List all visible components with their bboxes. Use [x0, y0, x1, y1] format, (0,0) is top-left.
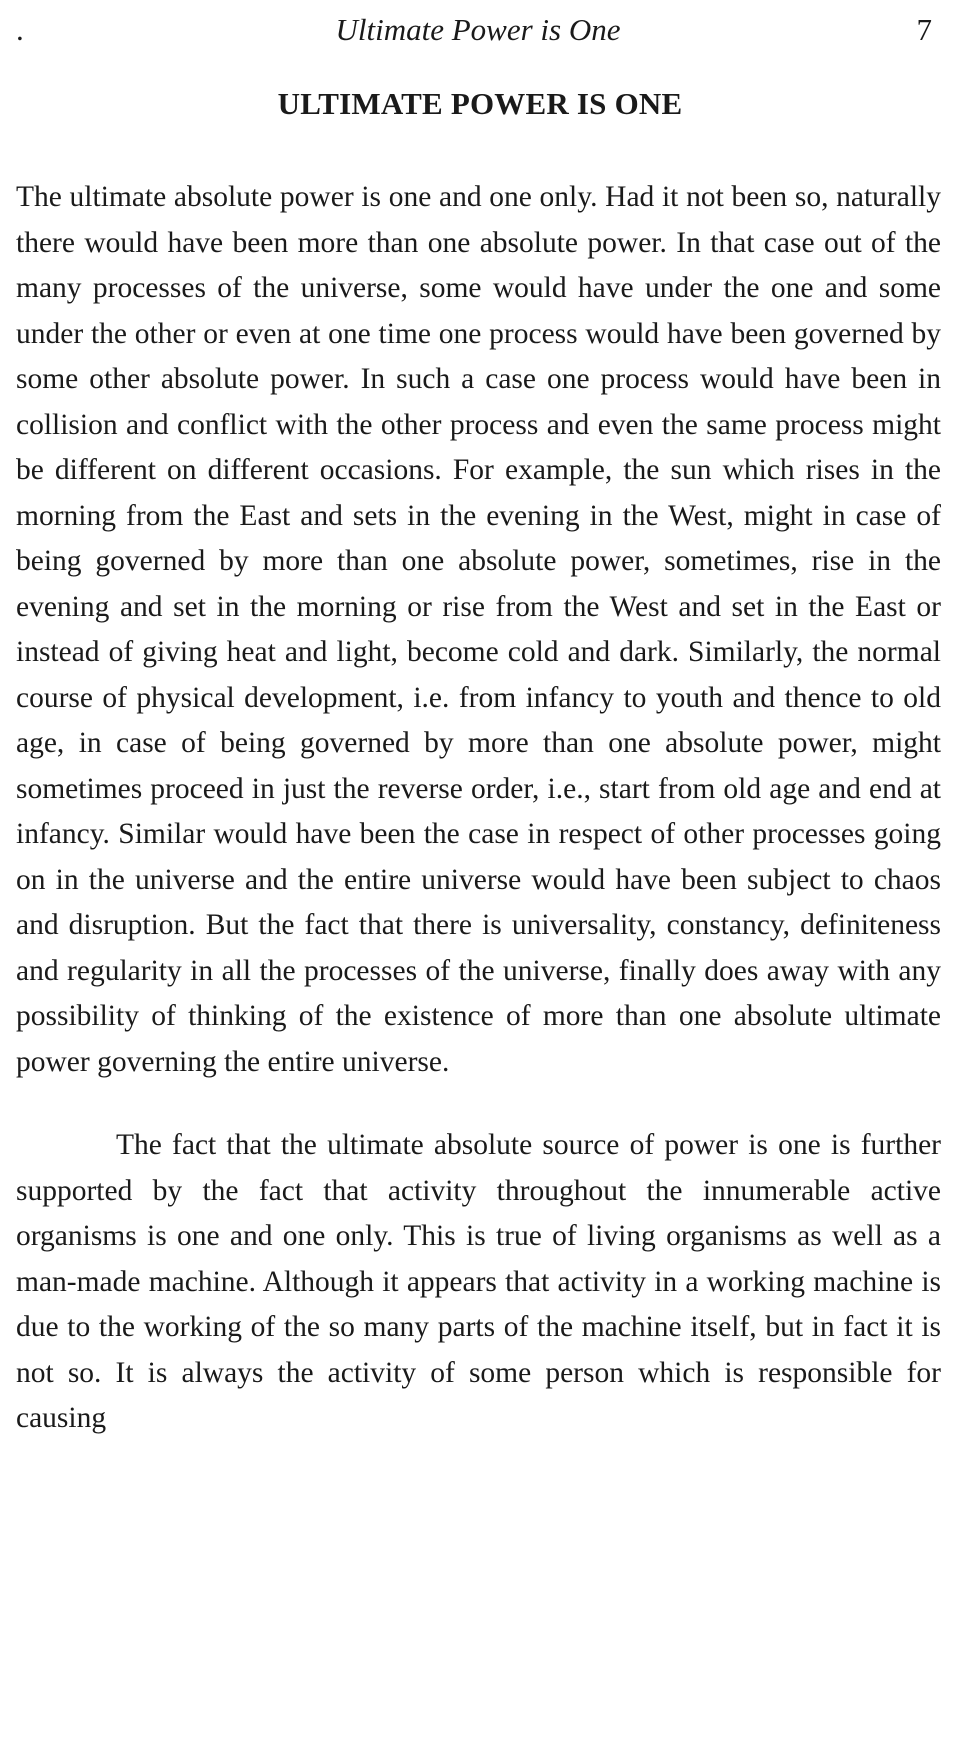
- page-number: 7: [916, 12, 932, 47]
- chapter-heading: ULTIMATE POWER IS ONE: [277, 86, 683, 121]
- body-text: [16, 175, 941, 1442]
- paragraph-1: The ultimate absolute power is one and one only. Had it not been so, naturally there would have been more than one absolute power. In that case out of the many processes of the universe, some would have under the one and some under the other or even at one time one process would have been governed by some other absolute power. In such a case one process would have been in collision and conflict with the other process and even the same process might be different on different occasions. For example, the sun which rises in the morning from the East and sets in the evening in the West, might in case of being governed by more than one absolute power, sometimes, rise in the evening and set in the morning or rise from the West and set in the East or instead of giving heat and light, become cold and dark. Similarly, the normal course of physical development, i.e. from infancy to youth and thence to old age, in case of being governed by more than one absolute power, might sometimes proceed in just the reverse order, i.e., start from old age and end at infancy. Similar would have been the case in respect of other processes going on in the universe and the entire universe would have been subject to chaos and disruption. But the fact that there is universality, constancy, definiteness and regularity in all the processes of the universe, finally does away with any possibility of thinking of the existence of more than one absolute ultimate power governing the entire universe.: [16, 181, 941, 1078]
- running-head-mark: .: [16, 12, 24, 47]
- running-head-title: Ultimate Power is One: [335, 12, 621, 47]
- running-head: [16, 10, 940, 50]
- paragraph-2: The fact that the ultimate absolute source of power is one is further supported by the fact that activity throughout the innumerable active organisms is one and one only. This is true of living organisms as well as a man-made machine. Although it appears that activity in a working machine is due to the working of the so many parts of the machine itself, but in fact it is not so. It is always the activity of some person which is responsible for causing: [16, 1129, 941, 1434]
